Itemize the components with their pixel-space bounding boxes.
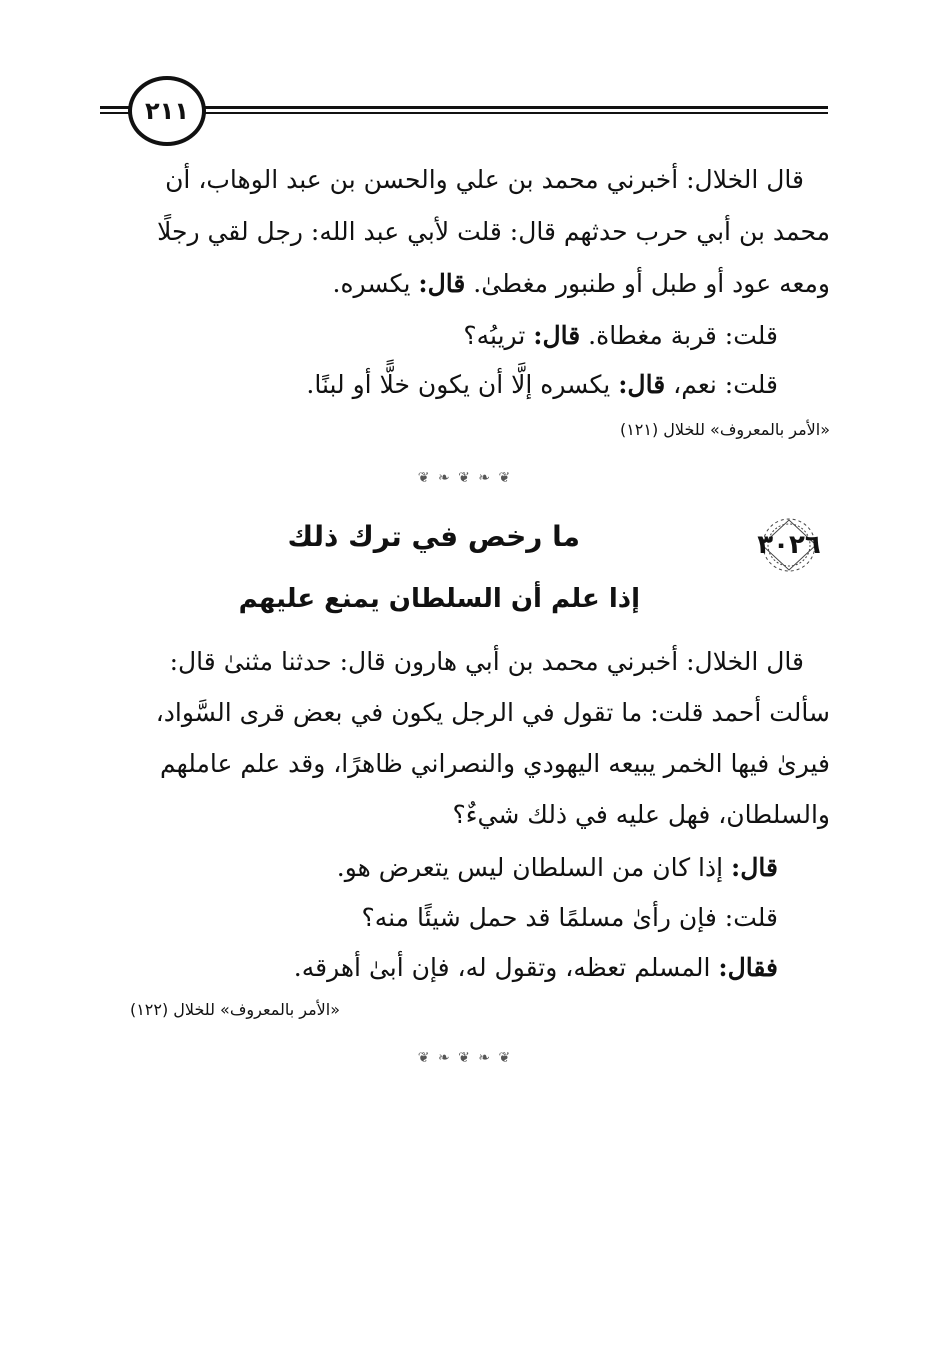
paragraph-line [337, 853, 778, 882]
text-span: المسلم تعظه، وتقول له، فإن أبىٰ أهرقه. [293, 953, 711, 982]
section-subtitle: إذا علم أن السلطان يمنع عليهم [238, 584, 640, 614]
text-span: تريبُه؟ [463, 321, 526, 350]
paragraph-line [294, 953, 778, 982]
section-number-badge [752, 514, 826, 576]
text-span: يكسره إلَّا أن يكون خلًّا أو لبنًا. [306, 370, 611, 399]
speaker-label: قال: [618, 370, 666, 399]
speaker-label: قال: [731, 853, 778, 882]
paragraph-line [463, 321, 778, 350]
paragraph-line: والسلطان، فهل عليه في ذلك شيءٌ؟ [452, 800, 830, 829]
source-citation: «الأمر بالمعروف» للخلال (١٢٢) [129, 1000, 340, 1019]
paragraph-line: قال الخلال: أخبرني محمد بن أبي هارون قال: حدثنا مثنىٰ قال: [169, 647, 804, 676]
text-span: قلت: قربة مغطاة. [588, 321, 778, 350]
paragraph-line: محمد بن أبي حرب حدثهم قال: قلت لأبي عبد الله: رجل لقي رجلًا [157, 217, 830, 246]
speaker-label: قال: [418, 269, 466, 298]
speaker-label: قال: [533, 321, 581, 350]
paragraph-line: فيرىٰ فيها الخمر يبيعه اليهودي والنصراني ظاهرًا، وقد علم عاملهم [160, 749, 830, 778]
paragraph-line [306, 370, 778, 399]
paragraph-line [333, 269, 830, 298]
header-rule-thin [100, 112, 828, 114]
page-number: ٢١١ [128, 76, 206, 146]
speaker-label: فقال: [718, 953, 778, 982]
section-title: ما رخص في ترك ذلك [287, 520, 580, 553]
text-span: قلت: نعم، [673, 370, 778, 399]
source-citation: «الأمر بالمعروف» للخلال (١٢١) [619, 420, 830, 439]
text-span: يكسره. [332, 269, 411, 298]
ornamental-divider: ❦ ❧ ❦ ❧ ❦ [417, 1050, 513, 1066]
paragraph-line: قلت: فإن رأىٰ مسلمًا قد حمل شيئًا منه؟ [361, 903, 778, 932]
paragraph-line: قال الخلال: أخبرني محمد بن علي والحسن بن عبد الوهاب، أن [165, 165, 804, 194]
paragraph-line: سألت أحمد قلت: ما تقول في الرجل يكون في بعض قرى السَّواد، [155, 698, 830, 727]
section-number: ٣٠٢٦ [757, 530, 821, 560]
text-span: ومعه عود أو طبل أو طنبور مغطىٰ. [473, 269, 830, 298]
text-span: إذا كان من السلطان ليس يتعرض هو. [336, 853, 724, 882]
ornamental-divider: ❦ ❧ ❦ ❧ ❦ [417, 470, 513, 486]
header-rule [100, 106, 828, 109]
